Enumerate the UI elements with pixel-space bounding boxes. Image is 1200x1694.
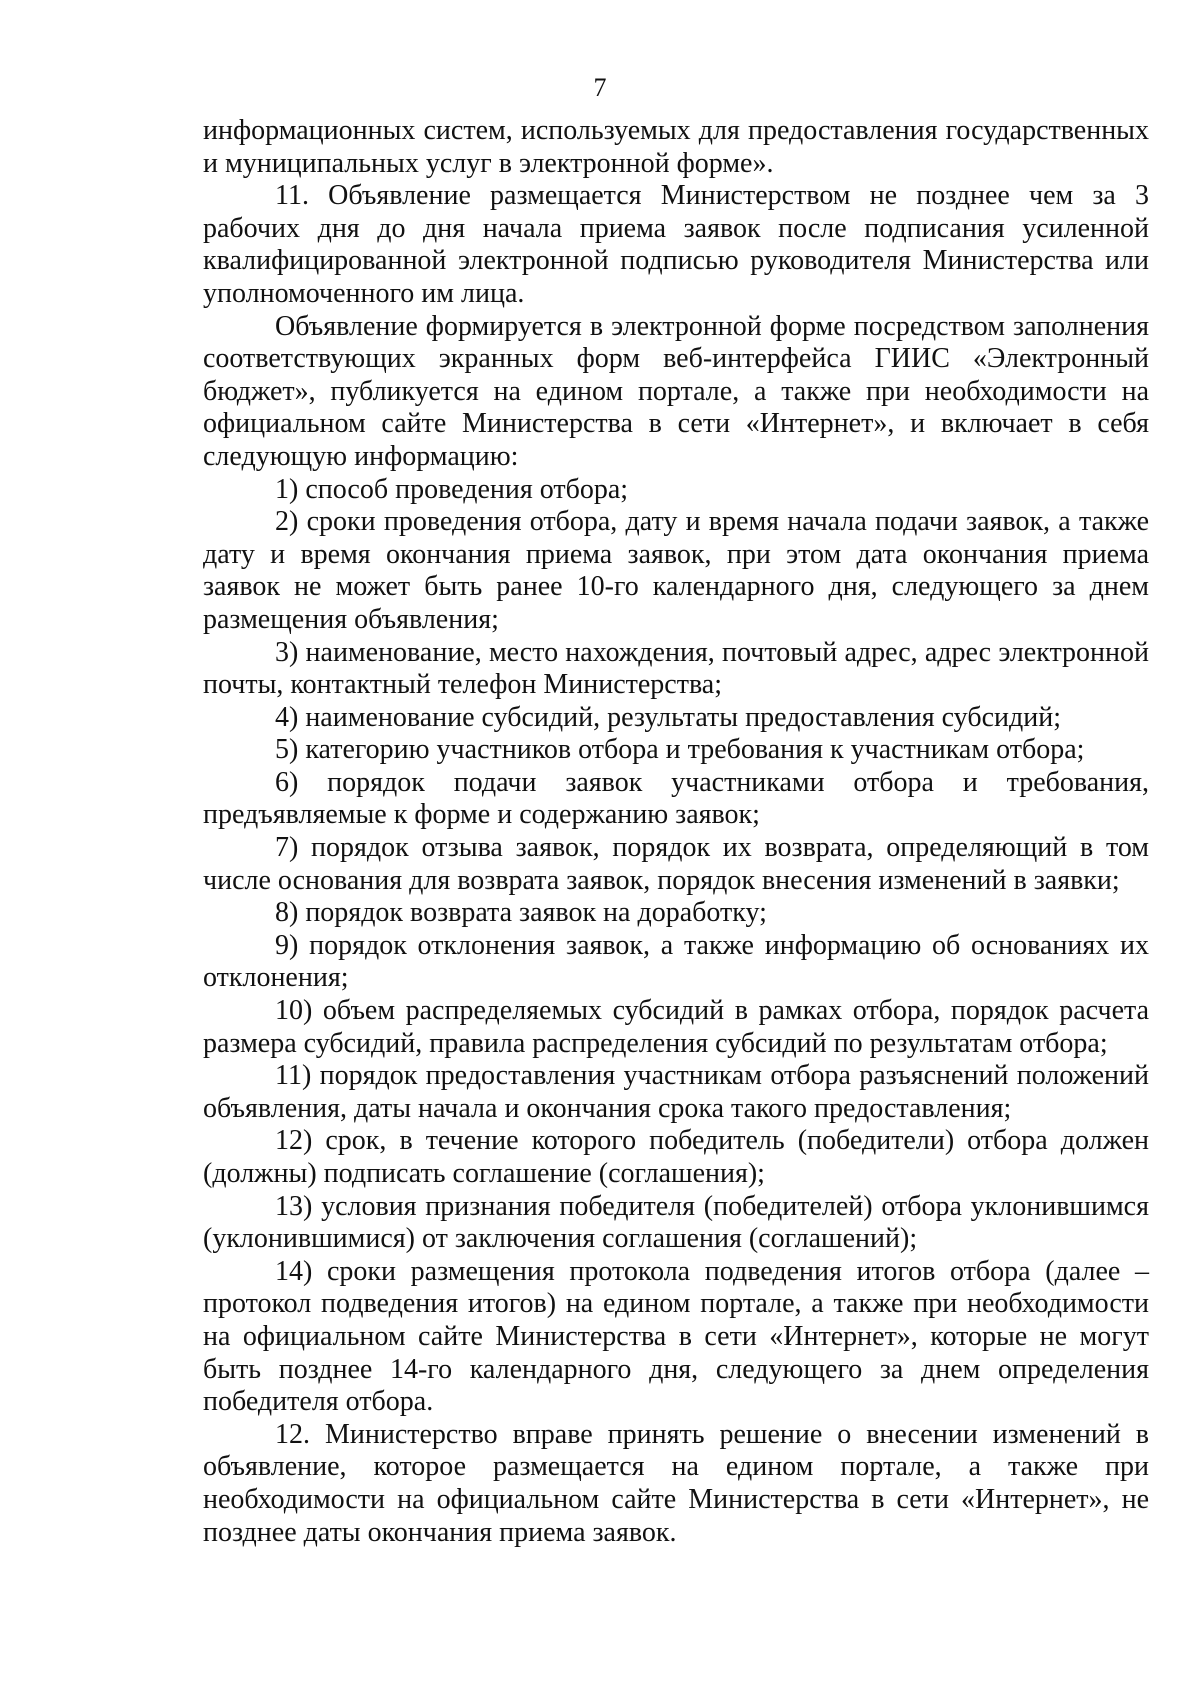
list-item-5: 5) категорию участников отбора и требования к участникам отбора; bbox=[275, 734, 1085, 766]
list-item-13: 13) условия признания победителя (победителей) отбора уклонившимся (уклонившимися) от заключения соглашения (соглашений); bbox=[203, 1190, 1149, 1255]
paragraph-continuation: информационных систем, используемых для предоставления государственных и муниципальных услуг в электронной форме». bbox=[203, 115, 1149, 179]
list-item-9: 9) порядок отклонения заявок, а также информацию об основаниях их отклонения; bbox=[203, 929, 1149, 994]
page-number: 7 bbox=[593, 73, 607, 102]
list-item-1: 1) способ проведения отбора; bbox=[275, 473, 629, 505]
list-item-11: 11) порядок предоставления участникам отбора разъяснений положений объявления, даты начала и окончания срока такого предоставления; bbox=[203, 1060, 1149, 1124]
list-item-7: 7) порядок отзыва заявок, порядок их возврата, определяющий в том числе основания для возврата заявок, порядок внесения изменений в заявки; bbox=[203, 832, 1149, 896]
list-item-10: 10) объем распределяемых субсидий в рамках отбора, порядок расчета размера субсидий, правила распределения субсидий по результатам отбора; bbox=[203, 995, 1149, 1059]
list-item-8: 8) порядок возврата заявок на доработку; bbox=[275, 897, 767, 929]
paragraph-clause-12: 12. Министерство вправе принять решение о внесении изменений в объявление, которое размещается на едином портале, а также при необходимости на официальном сайте Министерства в сети «Интернет», не позднее даты окончания приема заявок. bbox=[203, 1418, 1149, 1548]
list-item-4: 4) наименование субсидий, результаты предоставления субсидий; bbox=[275, 701, 1061, 733]
list-item-14: 14) сроки размещения протокола подведения итогов отбора (далее – протокол подведения итогов) на едином портале, а также при необходимости на официальном сайте Министерства в сети «Интернет», которые не могут быть позднее 14-го календарного дня, следующего за днем определения победителя отбора. bbox=[203, 1255, 1149, 1418]
list-item-3: 3) наименование, место нахождения, почтовый адрес, адрес электронной почты, контактный телефон Министерства; bbox=[203, 636, 1149, 701]
list-item-2: 2) сроки проведения отбора, дату и время начала подачи заявок, а также дату и время окончания приема заявок, при этом дата окончания приема заявок не может быть ранее 10-го календарного дня, следующего за днем размещения объявления; bbox=[203, 506, 1149, 635]
paragraph-announcement-contents: Объявление формируется в электронной форме посредством заполнения соответствующих экранных форм веб-интерфейса ГИИС «Электронный бюджет», публикуется на едином портале, а также при необходимости на официальном сайте Министерства в сети «Интернет», и включает в себя следующую информацию: bbox=[203, 310, 1149, 472]
document-body bbox=[203, 115, 1149, 1549]
paragraph-clause-11: 11. Объявление размещается Министерством не позднее чем за 3 рабочих дня до дня начала приема заявок после подписания усиленной квалифицированной электронной подписью руководителя Министерства или уполномоченного им лица. bbox=[203, 180, 1149, 309]
list-item-6: 6) порядок подачи заявок участниками отбора и требования, предъявляемые к форме и содержанию заявок; bbox=[203, 766, 1149, 831]
list-item-12: 12) срок, в течение которого победитель (победители) отбора должен (должны) подписать соглашение (соглашения); bbox=[203, 1125, 1149, 1189]
